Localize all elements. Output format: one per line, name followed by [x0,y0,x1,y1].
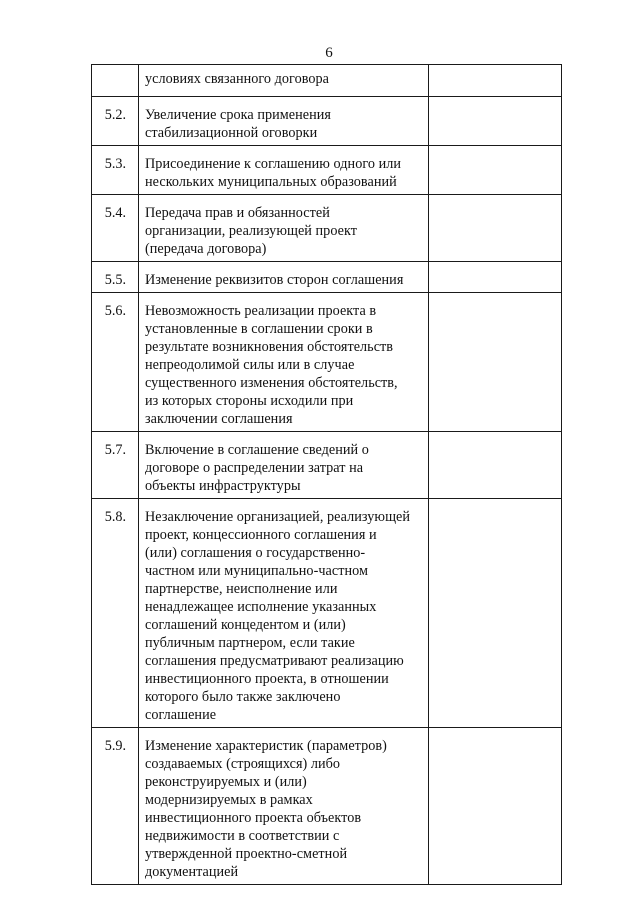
table-row [92,499,562,728]
row-empty-cell [429,293,562,432]
row-number-cell: 5.2. [92,97,139,146]
row-empty-cell [429,65,562,97]
row-empty-cell [429,97,562,146]
table-row [92,65,562,97]
table-row [92,97,562,146]
row-text-cell: Изменение реквизитов сторон соглашения [139,262,429,293]
row-number-cell [92,65,139,97]
table-row [92,293,562,432]
table-row [92,146,562,195]
table-row [92,432,562,499]
row-text-cell: Включение в соглашение сведений о договоре о распределении затрат на объекты инфраструктуры [139,432,429,499]
row-text-cell: Незаключение организацией, реализующей проект, концессионного соглашения и (или) соглашения о государственно- частном или муниципально-частном партнерстве, неисполнение или ненадлежащее исполнение указанных соглашений концедентом и (или) публичным партнером, если такие соглашения предусматривают реализацию инвестиционного проекта, в отношении которого было также заключено соглашение [139,499,429,728]
row-empty-cell [429,195,562,262]
table-row [92,728,562,885]
row-text-cell: Присоединение к соглашению одного или нескольких муниципальных образований [139,146,429,195]
row-empty-cell [429,432,562,499]
row-text-cell: Изменение характеристик (параметров) создаваемых (строящихся) либо реконструируемых и (или) модернизируемых в рамках инвестиционного проекта объектов недвижимости в соответствии с утвержденной проектно-сметной документацией [139,728,429,885]
document-table [91,64,562,885]
row-empty-cell [429,499,562,728]
table-row [92,262,562,293]
row-empty-cell [429,146,562,195]
row-text-cell: Невозможность реализации проекта в установленные в соглашении сроки в результате возникновения обстоятельств непреодолимой силы или в случае существенного изменения обстоятельств, из которых стороны исходили при заключении соглашения [139,293,429,432]
page-number: 6 [325,45,333,61]
table-row [92,195,562,262]
row-empty-cell [429,728,562,885]
row-number-cell: 5.3. [92,146,139,195]
row-number-cell: 5.7. [92,432,139,499]
row-text-cell: Передача прав и обязанностей организации, реализующей проект (передача договора) [139,195,429,262]
row-empty-cell [429,262,562,293]
row-text-cell: условиях связанного договора [139,65,429,97]
row-number-cell: 5.6. [92,293,139,432]
row-number-cell: 5.9. [92,728,139,885]
row-number-cell: 5.5. [92,262,139,293]
row-number-cell: 5.4. [92,195,139,262]
row-number-cell: 5.8. [92,499,139,728]
row-text-cell: Увеличение срока применения стабилизационной оговорки [139,97,429,146]
